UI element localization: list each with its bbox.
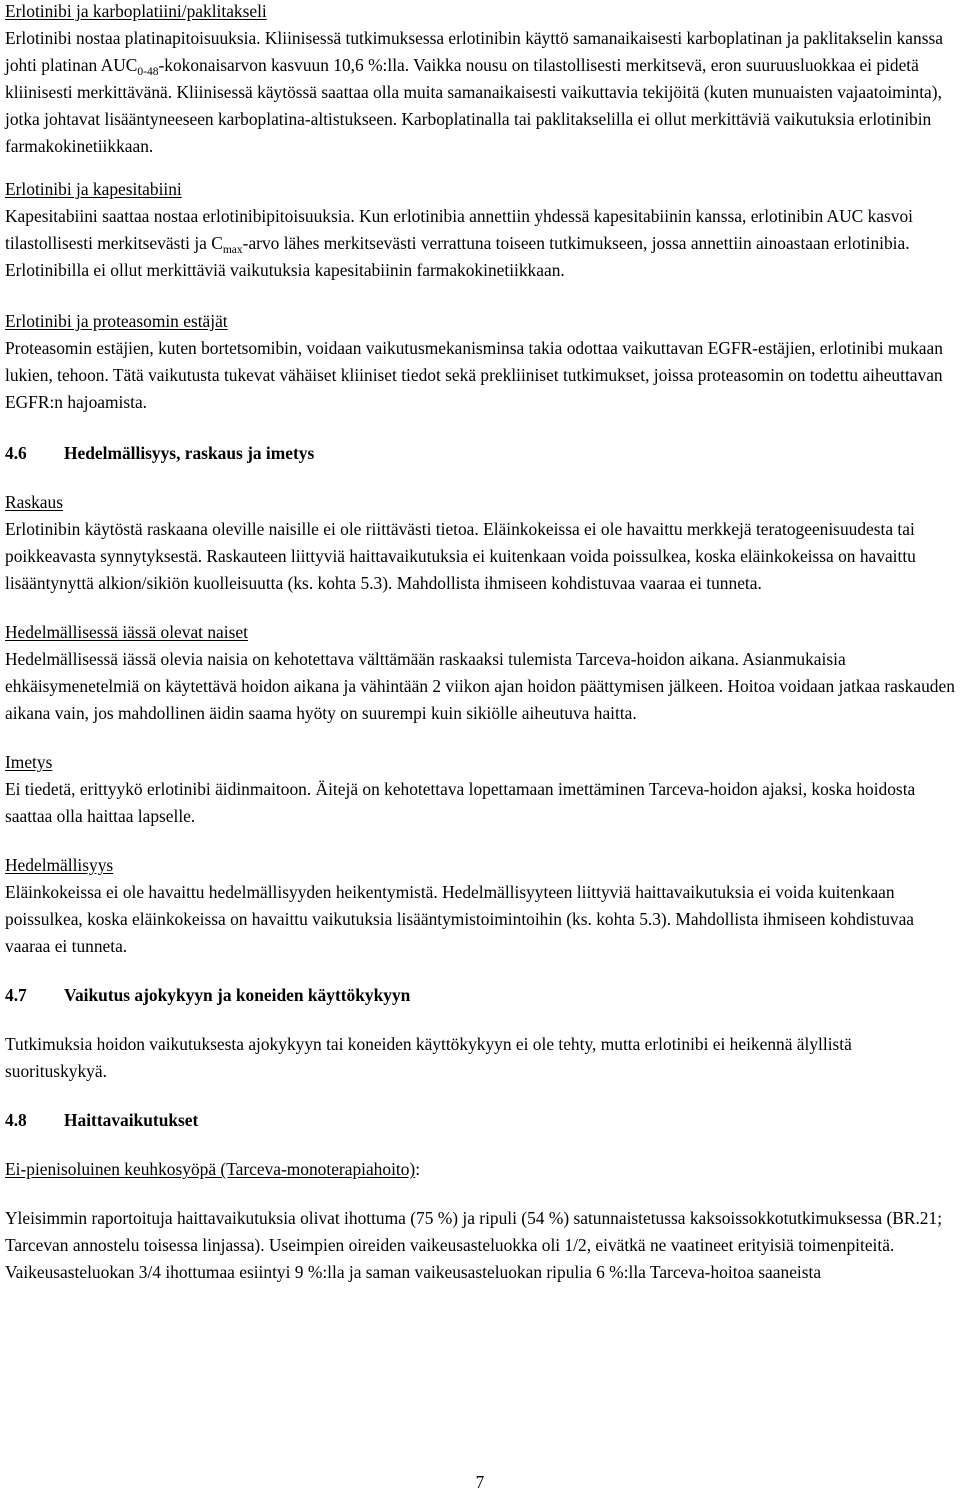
- subheading-colon: :: [415, 1159, 421, 1179]
- text-part: Erlotinibi nostaa platinapitoisuuksia. Kliinisessä tutkimuksessa erlotinibin käyttö samanaikaisesti karboplatinan ja paklitakselin kanssa johti platinan AUC: [5, 28, 943, 75]
- section-heading-erlotinib-carboplatin: Erlotinibi ja karboplatiini/paklitakseli: [5, 1, 267, 21]
- section-number: 4.8: [5, 1110, 27, 1130]
- text-part: -arvo lähes merkitsevästi verrattuna toiseen tutkimukseen, jossa annettiin ainoastaan erlotinibia. Erlotinibilla ei ollut merkittäviä vaikutuksia kapesitabiinin farmakokinetiikkaan.: [5, 233, 910, 280]
- text-part: Kapesitabiini saattaa nostaa erlotinibipitoisuuksia. Kun erlotinibia annettiin yhdessä kapesitabiinin kanssa, erlotinibin AUC kasvoi tilastollisesti merkitsevästi ja C: [5, 206, 914, 253]
- subheading-women-childbearing: Hedelmällisessä iässä olevat naiset: [5, 622, 248, 642]
- paragraph-proteasome: Proteasomin estäjien, kuten bortetsomibin, voidaan vaikutusmekanisminsa takia odottaa vaikuttavan EGFR-estäjien, erlotinibi mukaan lukien, tehoon. Tätä vaikutusta tukevat vähäiset kliiniset tiedot sekä prekliiniset tutkimukset, joissa proteasomin on todettu aiheuttavan EGFR:n hajoamista.: [5, 338, 943, 412]
- section-title-text: Hedelmällisyys, raskaus ja imetys: [64, 443, 315, 463]
- section-title-4-8: [5, 1107, 957, 1134]
- paragraph-fertility: Eläinkokeissa ei ole havaittu hedelmällisyyden heikentymistä. Hedelmällisyyteen liittyviä haittavaikutuksia ei voida kuitenkaan poissulkea, koska eläinkokeissa on havaittu vaikutuksia lisääntymistoimintoihin (ks. kohta 5.3). Mahdollista ihmiseen kohdistuvaa vaaraa ei tunneta.: [5, 882, 915, 956]
- section-title-text: Vaikutus ajokykyyn ja koneiden käyttökykyyn: [64, 985, 411, 1005]
- subheading-breastfeeding: Imetys: [5, 752, 53, 772]
- paragraph-women-childbearing: Hedelmällisessä iässä olevia naisia on kehotettava välttämään raskaaksi tulemista Tarceva-hoidon aikana. Asianmukaisia ehkäisymenetelmiä on käytettävä hoidon aikana ja vähintään 2 viikon ajan hoidon päättymisen jälkeen. Hoitoa voidaan jatkaa raskauden aikana vain, jos mahdollinen äidin saama hyöty on suurempi kuin sikiölle aiheutuva haitta.: [5, 649, 955, 723]
- paragraph-breastfeeding: Ei tiedetä, erittyykö erlotinibi äidinmaitoon. Äitejä on kehotettava lopettamaan imettäminen Tarceva-hoidon ajaksi, koska hoidosta saattaa olla haittaa lapselle.: [5, 779, 916, 826]
- subheading-nsclc: [5, 1156, 957, 1183]
- section-heading-proteasome: Erlotinibi ja proteasomin estäjät: [5, 311, 228, 331]
- text-part: -kokonaisarvon kasvuun 10,6 %:lla. Vaikka nousu on tilastollisesti merkitsevä, eron suuruusluokkaa ei pidetä kliinisesti merkittävänä. Kliinisessä käytössä saattaa olla muita samanaikaisesti vaikuttavia tekijöitä (kuten munuaisten vajaatoiminta), jotka johtavat lisääntyneeseen karboplatina-altistukseen. Karboplatinalla tai paklitakselilla ei ollut merkittäviä vaikutuksia erlotinibin farmakokinetiikkaan.: [5, 55, 942, 156]
- section-number: 4.7: [5, 985, 27, 1005]
- paragraph-pregnancy: Erlotinibin käytöstä raskaana oleville naisille ei ole riittävästi tietoa. Eläinkokeissa ei ole havaittu merkkejä teratogeenisuudesta tai poikkeavasta synnytyksestä. Raskauteen liittyviä haittavaikutuksia ei kuitenkaan voida poissulkea, koska eläinkokeissa on havaittu lisääntynyttä alkion/sikiön kuolleisuutta (ks. kohta 5.3). Mahdollista ihmiseen kohdistuvaa vaaraa ei tunneta.: [5, 519, 916, 593]
- subheading-fertility: Hedelmällisyys: [5, 855, 114, 875]
- paragraph-erlotinib-carboplatin: [5, 25, 957, 160]
- section-title-4-6: [5, 440, 957, 467]
- subscript: max: [222, 244, 243, 256]
- section-number: 4.6: [5, 443, 27, 463]
- document-page: [5, 0, 957, 1286]
- section-heading-erlotinib-capecitabine: Erlotinibi ja kapesitabiini: [5, 179, 182, 199]
- paragraph-adverse-effects: Yleisimmin raportoituja haittavaikutuksia olivat ihottuma (75 %) ja ripuli (54 %) satunnaistetussa kaksoissokkotutkimuksessa (BR.21; Tarcevan annostelu toisessa linjassa). Useimpien oireiden vaikeusasteluokka oli 1/2, eivätkä ne vaatineet erityisiä toimenpiteitä. Vaikeusasteluokan 3/4 ihottumaa esiintyi 9 %:lla ja saman vaikeusasteluokan ripulia 6 %:lla Tarceva-hoitoa saaneista: [5, 1208, 943, 1282]
- paragraph-erlotinib-capecitabine: [5, 203, 957, 284]
- page-number: 7: [475, 1472, 485, 1492]
- subheading-nsclc-text: Ei-pienisoluinen keuhkosyöpä (Tarceva-monoterapiahoito): [5, 1159, 416, 1179]
- section-title-4-7: [5, 982, 957, 1009]
- subscript: 0-48: [137, 66, 159, 78]
- paragraph-driving: Tutkimuksia hoidon vaikutuksesta ajokykyyn tai koneiden käyttökykyyn ei ole tehty, mutta erlotinibi ei heikennä älyllistä suorituskykyä.: [5, 1034, 852, 1081]
- section-title-text: Haittavaikutukset: [64, 1110, 199, 1130]
- subheading-pregnancy: Raskaus: [5, 492, 63, 512]
